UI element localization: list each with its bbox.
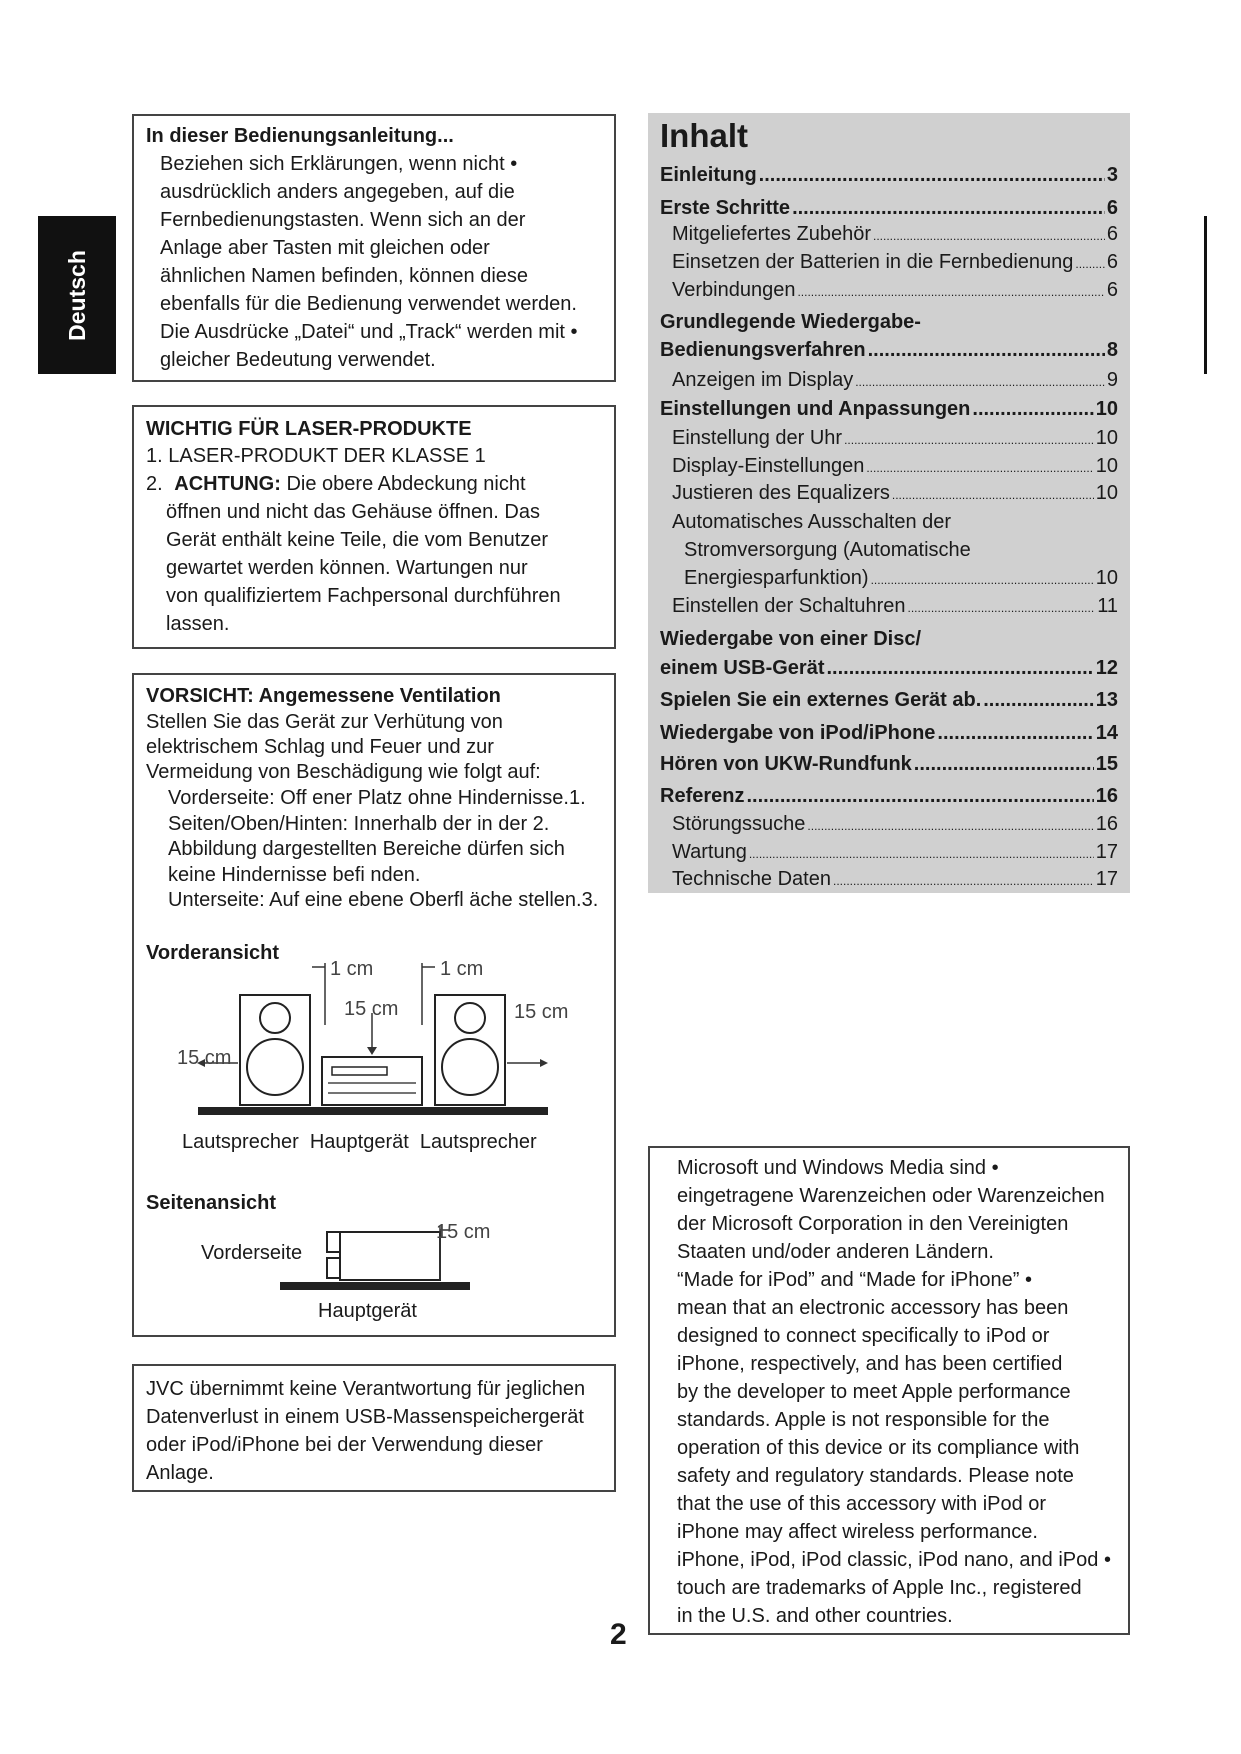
toc-entry-page: 16 (1095, 813, 1118, 835)
toc-entry-page: 17 (1095, 841, 1118, 863)
front-top-15cm-label: 15 cm (344, 998, 399, 1020)
toc-leader-dots (866, 461, 1093, 475)
toc-entry[interactable] (660, 785, 1118, 808)
ventilation-indented-line: Vorderseite: Off ener Platz ohne Hindernisse.1. (168, 787, 586, 809)
trademark-line: Microsoft und Windows Media sind • (677, 1157, 999, 1179)
toc-leader-dots (844, 433, 1094, 447)
toc-leader-dots (833, 874, 1094, 888)
notice-line: ebenfalls für die Bedienung verwendet werden. (160, 293, 577, 315)
trademark-line: touch are trademarks of Apple Inc., registered (677, 1577, 1082, 1599)
toc-leader-dots (746, 785, 1093, 808)
toc-entry-page: 12 (1095, 657, 1118, 679)
toc-entry[interactable] (672, 427, 1118, 450)
toc-leader-dots (907, 601, 1095, 615)
toc-entry-page: 10 (1095, 398, 1118, 420)
laser-item-1: 1. LASER-PRODUKT DER KLASSE 1 (146, 445, 486, 467)
toc-entry[interactable] (660, 339, 1118, 362)
toc-entry[interactable] (672, 251, 1118, 274)
front-left-15cm-label: 15 cm (177, 1047, 232, 1069)
toc-entry[interactable] (660, 197, 1118, 220)
toc-entry-label: Einstellen der Schaltuhren (672, 595, 906, 617)
toc-leader-dots (807, 819, 1093, 833)
front-view-title: Vorderansicht (146, 942, 279, 964)
toc-leader-dots (797, 285, 1104, 299)
side-view-caption: Hauptgerät (318, 1300, 417, 1322)
laser-item-2-number: 2. (146, 473, 163, 495)
trademark-line: operation of this device or its compliance with (677, 1437, 1080, 1459)
front-1cm-left-label: 1 cm (330, 958, 374, 980)
toc-entry[interactable] (672, 279, 1118, 302)
left-speaker (240, 995, 310, 1105)
toc-entry[interactable] (672, 482, 1118, 505)
toc-line: Stromversorgung (Automatische (684, 539, 971, 561)
trademark-line: Staaten und/oder anderen Ländern. (677, 1241, 994, 1263)
ventilation-indented-line: Abbildung dargestellten Bereiche dürfen sich (168, 838, 565, 860)
laser-line: gewartet werden können. Wartungen nur (166, 557, 528, 579)
toc-entry[interactable] (660, 722, 1118, 745)
jvc-notice-line: JVC übernimmt keine Verantwortung für jeglichen (146, 1378, 586, 1400)
laser-item-2 (146, 471, 526, 499)
page-number: 2 (610, 1618, 627, 1651)
notice-title: In dieser Bedienungsanleitung... (146, 125, 454, 147)
toc-line: Grundlegende Wiedergabe- (660, 311, 921, 333)
ventilation-indented-line: Seiten/Oben/Hinten: Innerhalb der in der 2. (168, 812, 550, 835)
toc-leader-dots (749, 847, 1094, 861)
toc-leader-dots (937, 722, 1093, 745)
toc-line: Automatisches Ausschalten der (672, 511, 952, 533)
toc-entry[interactable] (672, 595, 1118, 618)
trademark-line: safety and regulatory standards. Please note (677, 1465, 1074, 1487)
toc-entry-label: Verbindungen (672, 279, 796, 301)
trademark-line: by the developer to meet Apple performance (677, 1381, 1071, 1403)
front-right-15cm-label: 15 cm (514, 1001, 569, 1023)
jvc-notice-line: Anlage. (146, 1462, 214, 1484)
trademark-line: mean that an electronic accessory has been (677, 1297, 1069, 1319)
language-tab (38, 216, 116, 374)
toc-leader-dots (868, 339, 1105, 362)
trademark-line: “Made for iPod” and “Made for iPhone” • (677, 1269, 1032, 1291)
toc-entry-label: Technische Daten (672, 868, 831, 890)
notice-line: ähnlichen Namen befinden, können diese (160, 265, 529, 287)
toc-entry-page: 10 (1095, 567, 1118, 589)
toc-entry-label: Einstellung der Uhr (672, 427, 843, 449)
toc-leader-dots (983, 689, 1094, 712)
ventilation-indented-line: Unterseite: Auf eine ebene Oberfl äche stellen.3. (168, 889, 599, 911)
toc-entry-page: 6 (1106, 251, 1118, 273)
toc-entry-label: Einstellungen und Anpassungen (660, 398, 971, 420)
toc-leader-dots (892, 488, 1094, 502)
trademark-line: iPhone, respectively, and has been certified (677, 1353, 1063, 1375)
toc-entry-label: Display-Einstellungen (672, 455, 865, 477)
notice-line: Fernbedienungstasten. Wenn sich an der (160, 209, 526, 231)
laser-item-2-first-line: Die obere Abdeckung nicht (286, 473, 526, 495)
toc-entry-label: Erste Schritte (660, 197, 791, 219)
toc-entry-page: 13 (1095, 689, 1118, 711)
side-view-15cm-label: 15 cm (436, 1221, 491, 1243)
toc-leader-dots (827, 657, 1094, 680)
toc-leader-dots (759, 164, 1105, 187)
ventilation-line: Stellen Sie das Gerät zur Verhütung von (146, 711, 503, 733)
trademark-line: der Microsoft Corporation in den Vereinigten (677, 1213, 1069, 1235)
toc-entry-page: 3 (1106, 164, 1118, 186)
toc-leader-dots (972, 398, 1093, 421)
side-view-unit (340, 1232, 440, 1280)
toc-entry-page: 8 (1106, 339, 1118, 361)
ventilation-line: elektrischem Schlag und Feuer und zur (146, 736, 494, 758)
right-speaker (435, 995, 505, 1105)
toc-entry-page: 6 (1106, 197, 1118, 219)
side-view-front-panel (327, 1232, 340, 1252)
toc-entry-page: 17 (1095, 868, 1118, 890)
toc-entry-label: Spielen Sie ein externes Gerät ab. (660, 689, 982, 711)
front-view-base (198, 1107, 548, 1115)
toc-entry-label: Wartung (672, 841, 747, 863)
trademark-line: in the U.S. and other countries. (677, 1605, 953, 1627)
side-view-front-panel-lower (327, 1258, 340, 1278)
toc-entry[interactable] (660, 164, 1118, 187)
notice-line: Beziehen sich Erklärungen, wenn nicht • (160, 153, 518, 175)
toc-entry[interactable] (660, 753, 1118, 776)
toc-entry-label: einem USB-Gerät (660, 657, 825, 679)
laser-line: von qualifiziertem Fachpersonal durchführen (166, 585, 561, 607)
side-view-front-label: Vorderseite (201, 1242, 303, 1264)
side-view-base (280, 1282, 470, 1290)
trademark-line: that the use of this accessory with iPod or (677, 1493, 1047, 1515)
toc-entry[interactable] (672, 813, 1118, 836)
toc-leader-dots (855, 375, 1105, 389)
right-clearance-arrowhead (540, 1059, 548, 1067)
main-unit (322, 1057, 422, 1105)
front-view-caption: Lautsprecher Hauptgerät Lautsprecher (182, 1131, 537, 1153)
toc-entry-page: 9 (1106, 369, 1118, 391)
notice-line: ausdrücklich anders angegeben, auf die (160, 181, 515, 203)
toc-leader-dots (792, 197, 1105, 220)
jvc-notice-line: oder iPod/iPhone bei der Verwendung dieser (146, 1434, 543, 1456)
right-edge-bar (1204, 216, 1207, 374)
ventilation-line: Vermeidung von Beschädigung wie folgt auf: (146, 761, 541, 783)
toc-entry-page: 10 (1095, 455, 1118, 477)
jvc-notice-line: Datenverlust in einem USB-Massenspeichergerät (146, 1406, 584, 1428)
toc-entry[interactable] (660, 657, 1118, 680)
toc-entry-label: Einsetzen der Batterien in die Fernbedienung (672, 251, 1074, 273)
toc-leader-dots (1075, 257, 1104, 271)
toc-leader-dots (873, 229, 1105, 243)
toc-entry-label: Einleitung (660, 164, 757, 186)
top-clearance-arrowhead (367, 1047, 377, 1055)
notice-line: Anlage aber Tasten mit gleichen oder (160, 237, 490, 259)
toc-entry[interactable] (672, 841, 1118, 864)
toc-leader-dots (914, 753, 1094, 776)
toc-entry[interactable] (672, 455, 1118, 478)
toc-entry-label: Mitgeliefertes Zubehör (672, 223, 871, 245)
front-1cm-right-label: 1 cm (440, 958, 484, 980)
trademark-line: iPhone may affect wireless performance. (677, 1521, 1038, 1543)
trademark-line: standards. Apple is not responsible for the (677, 1409, 1050, 1431)
toc-entry-page: 10 (1095, 482, 1118, 504)
toc-entry-label: Wiedergabe von iPod/iPhone (660, 722, 936, 744)
toc-entry[interactable] (672, 369, 1118, 392)
laser-title: WICHTIG FÜR LASER-PRODUKTE (146, 418, 472, 440)
ventilation-indented-line: keine Hindernisse befi nden. (168, 863, 421, 886)
laser-line: öffnen und nicht das Gehäuse öffnen. Das (166, 501, 540, 523)
toc-entry-label: Anzeigen im Display (672, 369, 854, 391)
toc-entry[interactable] (660, 398, 1118, 421)
trademark-line: eingetragene Warenzeichen oder Warenzeichen (677, 1185, 1105, 1207)
laser-line: lassen. (166, 613, 230, 635)
toc-entry[interactable] (684, 567, 1118, 590)
toc-entry-page: 11 (1097, 595, 1118, 617)
toc-entry-label: Justieren des Equalizers (672, 482, 890, 504)
toc-entry-label: Störungssuche (672, 813, 806, 835)
toc-entry-page: 15 (1095, 753, 1118, 775)
toc-entry[interactable] (672, 868, 1118, 891)
notice-line: Die Ausdrücke „Datei“ und „Track“ werden mit • (160, 321, 578, 343)
ventilation-title: VORSICHT: Angemessene Ventilation (146, 685, 501, 707)
table-of-contents (648, 113, 1130, 893)
notice-line: gleicher Bedeutung verwendet. (160, 349, 436, 371)
toc-entry[interactable] (672, 223, 1118, 246)
side-view-title: Seitenansicht (146, 1192, 277, 1214)
toc-entry-page: 6 (1106, 223, 1118, 245)
toc-entry-label: Energiesparfunktion) (684, 567, 869, 589)
laser-caution-label: ACHTUNG: (174, 473, 281, 495)
toc-line: Wiedergabe von einer Disc/ (660, 628, 922, 650)
toc-entry[interactable] (660, 689, 1118, 712)
toc-entry-label: Bedienungsverfahren (660, 339, 866, 361)
toc-entry-page: 10 (1095, 427, 1118, 449)
toc-entry-page: 14 (1095, 722, 1118, 744)
toc-entry-label: Referenz (660, 785, 745, 807)
trademark-line: iPhone, iPod, iPod classic, iPod nano, and iPod • (677, 1549, 1111, 1571)
language-tab-label: Deutsch (63, 249, 90, 341)
toc-leader-dots (871, 573, 1094, 587)
toc-title: Inhalt (660, 117, 748, 154)
toc-entry-page: 6 (1106, 279, 1118, 301)
toc-entry-page: 16 (1095, 785, 1118, 807)
trademark-line: designed to connect specifically to iPod or (677, 1325, 1050, 1347)
toc-entry-label: Hören von UKW-Rundfunk (660, 753, 912, 775)
laser-line: Gerät enthält keine Teile, die vom Benutzer (166, 529, 549, 551)
